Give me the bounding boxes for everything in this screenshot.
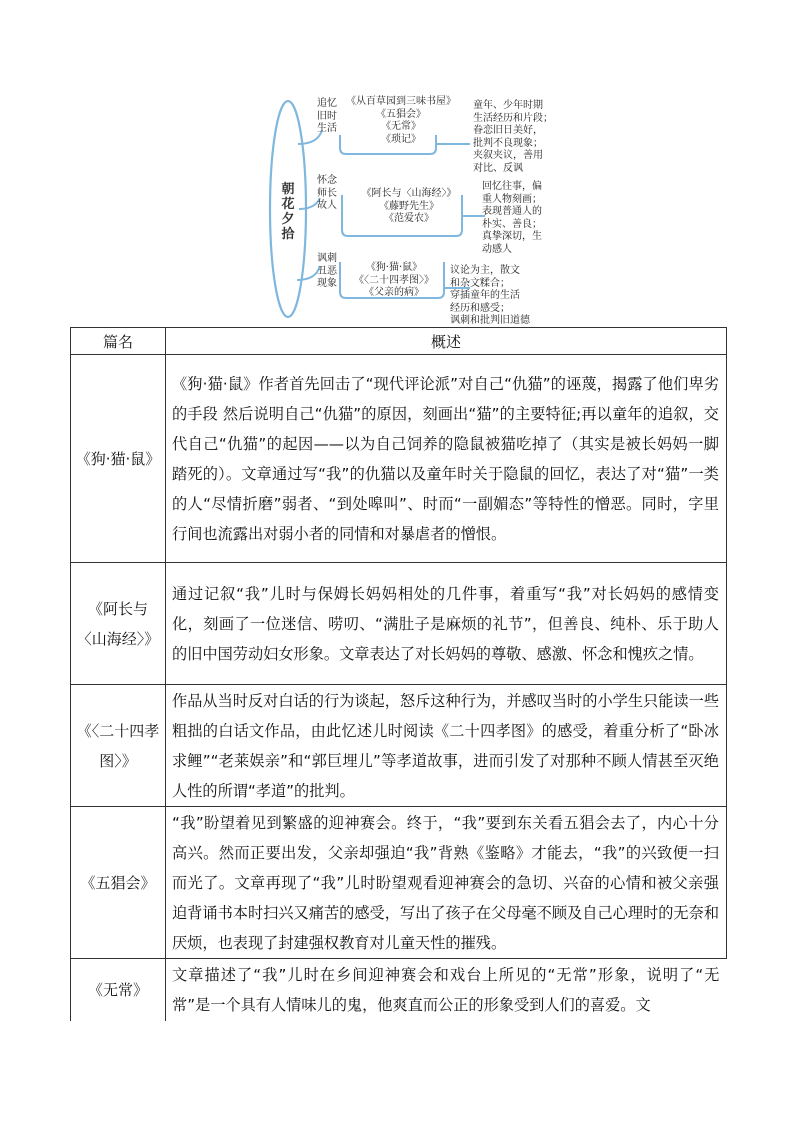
mind-map-book-list: 《狗·猫·鼠》 《〈二十四孝图〉》 《父亲的病》 (354, 262, 434, 299)
essay-summary: 作品从当时反对白话的行为谈起，怒斥这种行为，并感叹当时的小学生只能读一些粗拙的白话文作品，由此忆述儿时阅读《二十四孝图》的感受，着重分析了“卧冰求鲤”“老莱娱亲”和“郭巨埋儿”等孝道故事，进而引发了对那种不顾人情甚至灭绝人性的所谓“孝道”的批判。 (166, 685, 727, 807)
summary-table (70, 327, 727, 1021)
mind-map-description: 议论为主，散文 和杂文糅合； 穿插童年的生活 经历和感受； 讽刺和批判旧道德 (450, 265, 530, 327)
essay-title: 《无常》 (71, 959, 166, 1021)
essay-title: 《〈二十四孝图〉》 (71, 685, 166, 807)
mind-map-category: 讽刺 丑恶 现象 (317, 253, 337, 290)
essay-title: 《五猖会》 (71, 807, 166, 959)
column-header-title: 篇名 (71, 328, 166, 355)
mind-map-book-list: 《阿长与〈山海经〉》 《藤野先生》 《范爱农》 (361, 188, 457, 225)
table-row (71, 807, 727, 959)
table-row (71, 685, 727, 807)
essay-summary: 通过记叙“我”儿时与保姆长妈妈相处的几件事，着重写“我”对长妈妈的感情变化，刻画了一位迷信、唠叨、“满肚子是麻烦的礼节”，但善良、纯朴、乐于助人的旧中国劳动妇女形象。文章表达了对长妈妈的尊敬、感激、怀念和愧疚之情。 (166, 563, 727, 685)
mind-map-description: 回忆往事，偏 重人物刻画； 表现普通人的 朴实、善良； 真挚深切，生 动感人 (482, 181, 542, 255)
mind-map-category: 怀念 师长 故人 (317, 175, 337, 212)
mind-map-root-title: 朝 花 夕 拾 (281, 182, 295, 242)
table-row (71, 959, 727, 1021)
essay-summary: “我”盼望着见到繁盛的迎神赛会。终于，“我”要到东关看五猖会去了，内心十分高兴。然而正要出发，父亲却强迫“我”背熟《鉴略》才能去，“我”的兴致便一扫而光了。文章再现了“我”儿时盼望观看迎神赛会的急切、兴奋的心情和被父亲强迫背诵书本时扫兴又痛苦的感受，写出了孩子在父母毫不顾及自己心理时的无奈和厌烦，也表现了封建强权教育对儿童天性的摧残。 (166, 807, 727, 959)
table-row (71, 355, 727, 563)
essay-summary: 文章描述了“我”儿时在乡间迎神赛会和戏台上所见的“无常”形象，说明了“无常”是一个具有人情味儿的鬼，他爽直而公正的形象受到人们的喜爱。文 (166, 959, 727, 1021)
table-row (71, 563, 727, 685)
column-header-summary: 概述 (166, 328, 727, 355)
mind-map-category: 追忆 旧时 生活 (317, 98, 337, 135)
mind-map-book-list: 《从百草园到三味书屋》 《五猖会》 《无常》 《琐记》 (346, 96, 456, 145)
mind-map (260, 90, 560, 328)
essay-title: 《阿长与〈山海经〉》 (71, 563, 166, 685)
essay-summary: 《狗·猫·鼠》作者首先回击了“现代评论派”对自己“仇猫”的诬蔑，揭露了他们卑劣的手段 然后说明自己“仇猫”的原因，刻画出“猫”的主要特征;再以童年的追叙，交代自己“仇猫”的起因——以为自己饲养的隐鼠被猫吃掉了（其实是被长妈妈一脚踏死的）。文章通过写“我”的仇猫以及童年时关于隐鼠的回忆，表达了对“猫”一类的人“尽情折磨”弱者、“到处嗥叫”、时而“一副媚态”等特性的憎恶。同时，字里行间也流露出对弱小者的同情和对暴虐者的憎恨。 (166, 355, 727, 563)
table-header-row (71, 328, 727, 355)
mind-map-description: 童年、少年时期 生活经历和片段； 眷恋旧日美好， 批判不良现象； 夹叙夹议，善用 对比、反讽 (473, 100, 553, 174)
essay-title: 《狗·猫·鼠》 (71, 355, 166, 563)
